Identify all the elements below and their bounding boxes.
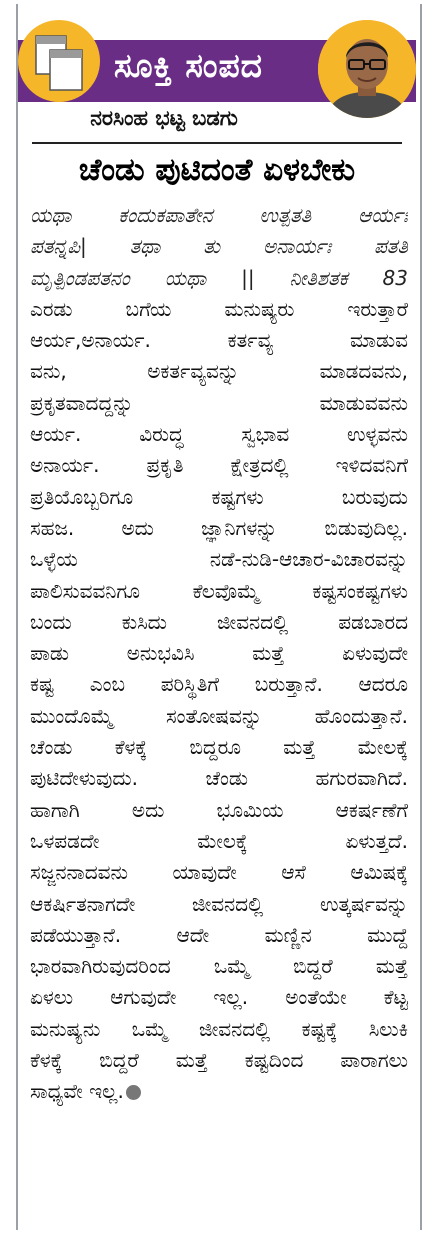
body-text-line: ಸಹಜ. ಅದು ಜ್ಞಾನಿಗಳನ್ನು ಬಿಡುವುದಿಲ್ಲ. <box>30 515 408 540</box>
article-body <box>30 200 408 1108</box>
body-text-line: ಹಾಗಾಗಿ ಅದು ಭೂಮಿಯ ಆಕರ್ಷಣೆಗೆ <box>30 797 408 822</box>
author-portrait-image <box>318 20 416 118</box>
end-of-article-marker <box>126 1085 141 1100</box>
body-text-line: ಭಾರವಾಗಿರುವುದರಿಂದ ಒಮ್ಮೆ ಬಿದ್ದರೆ ಮತ್ತೆ <box>30 954 408 979</box>
body-text-line: ಆಕರ್ಷಿತನಾಗದೇ ಜೀವನದಲ್ಲಿ ಉತ್ಕರ್ಷವನ್ನು <box>30 891 408 916</box>
column-title: ಸೂಕ್ತಿ ಸಂಪದ <box>114 46 263 85</box>
body-text-line: ಚೆಂಡು ಕೆಳಕ್ಕೆ ಬಿದ್ದರೂ ಮತ್ತೆ ಮೇಲಕ್ಕೆ <box>30 735 408 760</box>
body-text-line: ಅನಾರ್ಯ. ಪ್ರಕೃತಿ ಕ್ಷೇತ್ರದಲ್ಲಿ ಇಳಿದವನಿಗೆ <box>30 453 408 478</box>
body-text-line: ಮನುಷ್ಯನು ಒಮ್ಮೆ ಜೀವನದಲ್ಲಿ ಕಷ್ಟಕ್ಕೆ ಸಿಲುಕಿ <box>30 1016 408 1041</box>
body-text-line: ಪಡೆಯುತ್ತಾನೆ. ಆದೇ ಮಣ್ಣಿನ ಮುದ್ದೆ <box>30 922 408 947</box>
body-text-line: ಏಳಲು ಆಗುವುದೇ ಇಲ್ಲ. ಅಂತೆಯೇ ಕೆಟ್ಟ <box>30 985 408 1010</box>
body-text-line: ಒಳ್ಳೆಯ ನಡೆ-ನುಡಿ-ಆಚಾರ-ವಿಚಾರವನ್ನು <box>30 547 408 572</box>
body-text-line: ಆರ್ಯ,ಅನಾರ್ಯ. ಕರ್ತವ್ಯ ಮಾಡುವ <box>30 328 408 353</box>
body-text-line: ಒಳಪಡದೇ ಮೇಲಕ್ಕೆ ಏಳುತ್ತದೆ. <box>30 828 408 853</box>
author-byline: ನರಸಿಂಹ ಭಟ್ಟ ಬಡಗು <box>90 106 238 130</box>
body-text-line: ಎರಡು ಬಗೆಯ ಮನುಷ್ಯರು ಇರುತ್ತಾರೆ <box>30 296 408 321</box>
body-text-line: ವನು, ಅಕರ್ತವ್ಯವನ್ನು ಮಾಡದವನು, <box>30 359 408 384</box>
sanskrit-quote-line: ಯಥಾ ಕಂದುಕಪಾತೇನ ಉತ್ಪತತಿ ಆರ್ಯಃ <box>30 203 408 227</box>
body-text-line: ಕೆಳಕ್ಕೆ ಬಿದ್ದರೆ ಮತ್ತೆ ಕಷ್ಟದಿಂದ ಪಾರಾಗಲು <box>30 1048 408 1073</box>
body-text-line: ಪಾಲಿಸುವವನಿಗೂ ಕೆಲವೊಮ್ಮೆ ಕಷ್ಟಸಂಕಷ್ಟಗಳು <box>30 578 408 603</box>
body-text-line: ಪ್ರಕೃತವಾದದ್ದನ್ನು ಮಾಡುವವನು <box>30 390 408 415</box>
body-text-line: ಸಜ್ಜನನಾದವನು ಯಾವುದೇ ಆಸೆ ಆಮಿಷಕ್ಕೆ <box>30 860 408 885</box>
body-text-line: ಪಾಡು ಅನುಭವಿಸಿ ಮತ್ತೆ ಏಳುವುದೇ <box>30 641 408 666</box>
article-headline: ಚೆಂಡು ಪುಟಿದಂತೆ ಏಳಬೇಕು <box>78 152 356 188</box>
sanskrit-quote-line: ಮೃತ್ಪಿಂಡಪತನಂ ಯಥಾ || ನೀತಿಶತಕ 83 <box>30 265 408 290</box>
stacked-pages-icon <box>26 28 92 94</box>
author-portrait <box>318 20 416 118</box>
body-text-line: ಪ್ರತಿಯೊಬ್ಬರಿಗೂ ಕಷ್ಟಗಳು ಬರುವುದು <box>30 484 408 509</box>
sanskrit-quote-line: ಪತನ್ನಪಿ| ತಥಾ ತು ಅನಾರ್ಯಃ ಪತತಿ <box>30 234 408 259</box>
body-text-line: ಕಷ್ಟ ಎಂಬ ಪರಿಸ್ಥಿತಿಗೆ ಬರುತ್ತಾನೆ. ಆದರೂ <box>30 672 408 697</box>
body-text-line: ಬಂದು ಕುಸಿದು ಜೀವನದಲ್ಲಿ ಪಡಬಾರದ <box>30 609 408 634</box>
byline-divider <box>32 142 402 144</box>
body-text-line-final <box>30 1076 408 1107</box>
body-text-final-words: ಸಾಧ್ಯವೇ ಇಲ್ಲ. <box>30 1079 124 1104</box>
body-text-line: ಆರ್ಯ. ವಿರುದ್ಧ ಸ್ವಭಾವ ಉಳ್ಳವನು <box>30 422 408 447</box>
body-text-line: ಪುಟಿದೇಳುವುದು. ಚೆಂಡು ಹಗುರವಾಗಿದೆ. <box>30 766 408 791</box>
body-text-line: ಮುಂದೊಮ್ಮೆ ಸಂತೋಷವನ್ನು ಹೊಂದುತ್ತಾನೆ. <box>30 703 408 728</box>
column-logo-badge <box>18 20 100 102</box>
column-header-banner <box>18 20 416 102</box>
